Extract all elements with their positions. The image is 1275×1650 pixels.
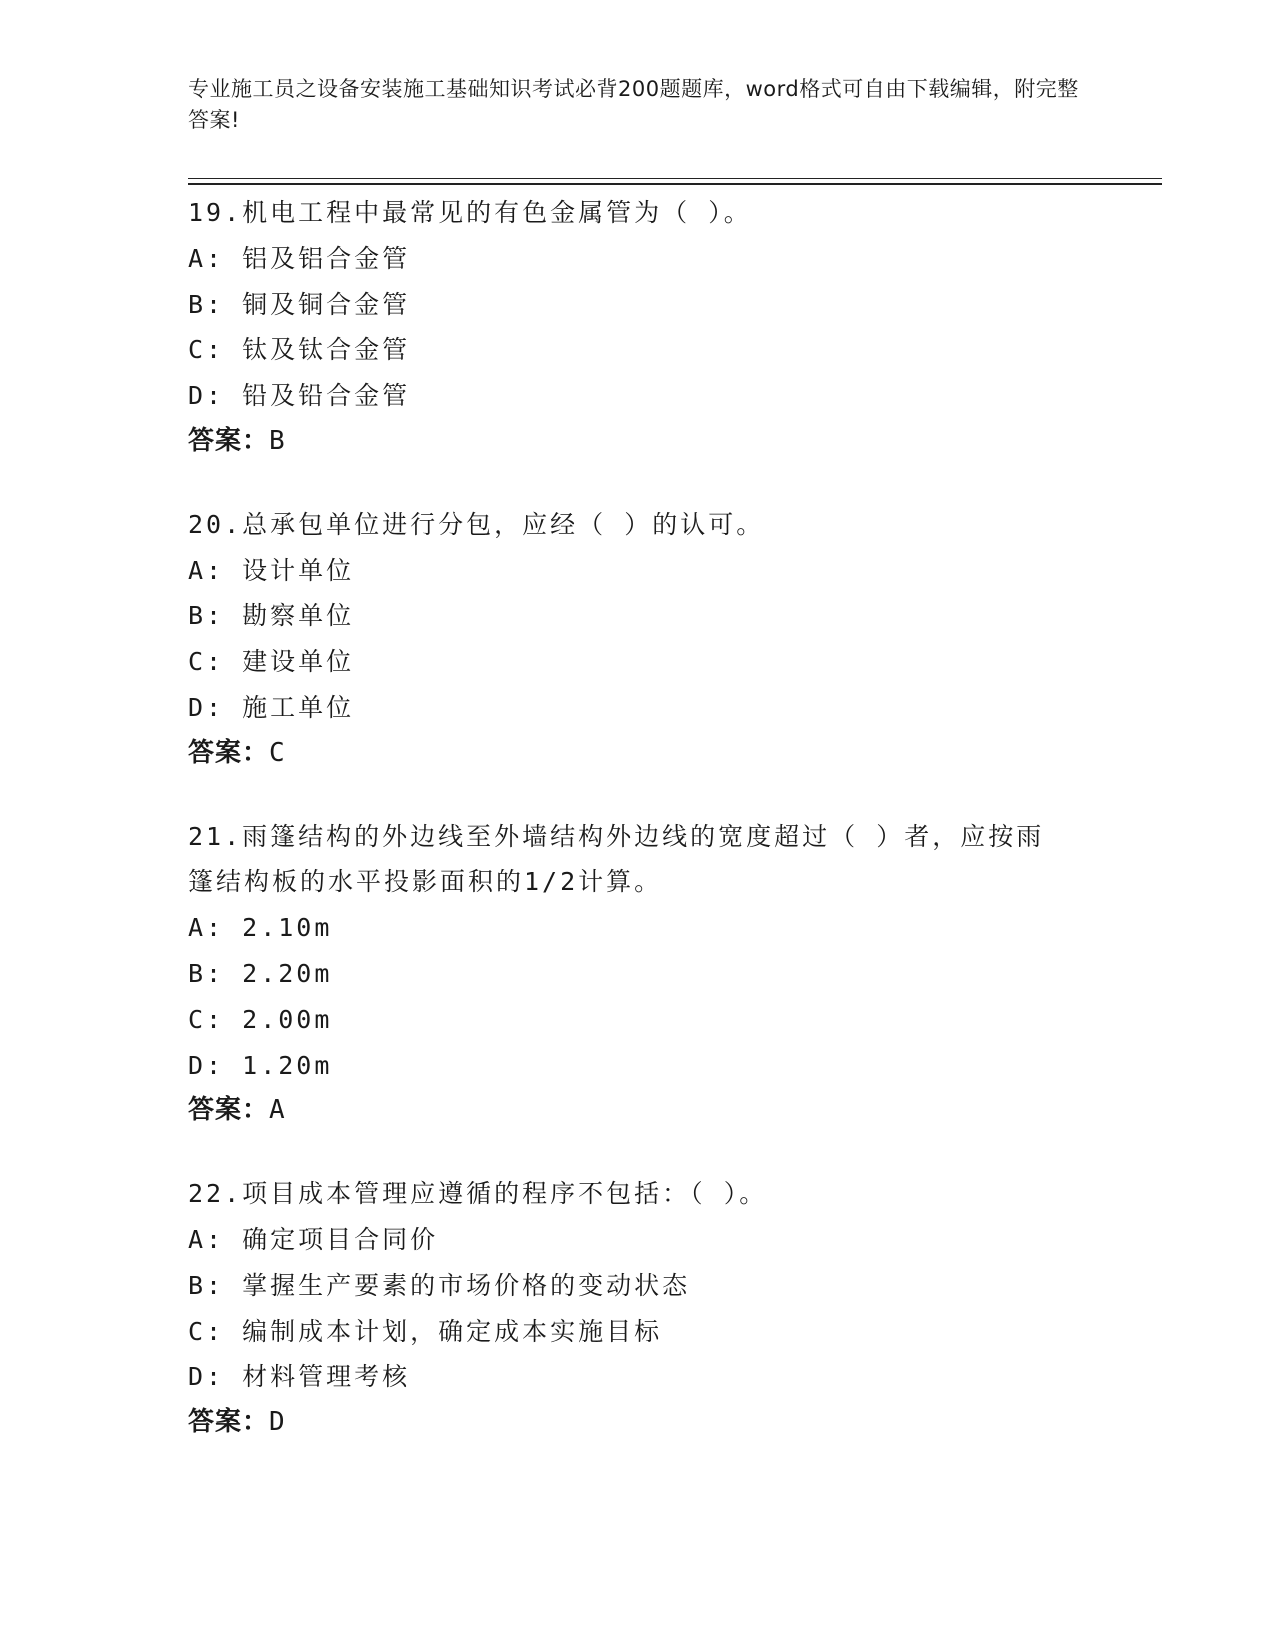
answer-line (188, 1088, 1118, 1134)
question-21 (188, 814, 1118, 1135)
answer-label: 答案： (188, 737, 270, 768)
answer-value: A (269, 1095, 286, 1126)
answer-value: D (269, 1407, 286, 1438)
option-b: B: 2.20m (188, 958, 333, 988)
header-divider-thin (188, 178, 1162, 179)
option-a: A: 2.10m (188, 913, 333, 943)
option-b: B: 铜及铜合金管 (188, 289, 411, 319)
option-c: C: 建设单位 (188, 647, 355, 677)
option-d: D: 施工单位 (188, 692, 355, 722)
answer-line (188, 419, 1118, 465)
answer-value: C (269, 737, 286, 768)
option-c: C: 编制成本计划，确定成本实施目标 (188, 1316, 663, 1346)
option-d: D: 铅及铅合金管 (188, 381, 411, 411)
question-stem: 19.机电工程中最常见的有色金属管为（ ）。 (188, 198, 752, 227)
answer-line (188, 1400, 1118, 1446)
answer-label: 答案： (188, 425, 270, 456)
question-22 (188, 1171, 1118, 1446)
question-20 (188, 502, 1118, 777)
option-b: B: 掌握生产要素的市场价格的变动状态 (188, 1270, 691, 1300)
answer-label: 答案： (188, 1095, 270, 1126)
question-stem: 20.总承包单位进行分包，应经（ ）的认可。 (188, 509, 765, 539)
question-list (188, 190, 1118, 1483)
option-a: A: 铝及铝合金管 (188, 243, 411, 273)
option-d: D: 材料管理考核 (188, 1362, 411, 1392)
option-d: D: 1.20m (188, 1050, 333, 1080)
answer-line (188, 731, 1118, 777)
question-19 (188, 190, 1118, 465)
header-divider-thick (188, 183, 1162, 185)
question-stem: 22.项目成本管理应遵循的程序不包括：（ ）。 (188, 1179, 768, 1209)
option-a: A: 确定项目合同价 (188, 1224, 439, 1254)
option-b: B: 勘察单位 (188, 601, 355, 631)
answer-label: 答案： (188, 1407, 270, 1438)
option-c: C: 2.00m (188, 1004, 333, 1034)
document-header: 专业施工员之设备安装施工基础知识考试必背200题题库，word格式可自由下载编辑，附完整答案! (188, 77, 1079, 132)
answer-value: B (269, 425, 286, 456)
option-a: A: 设计单位 (188, 555, 355, 585)
option-c: C: 钛及钛合金管 (188, 335, 411, 365)
question-stem: 21.雨篷结构的外边线至外墙结构外边线的宽度超过（ ）者，应按雨 篷结构板的水平投影面积的1/2计算。 (188, 821, 1045, 897)
